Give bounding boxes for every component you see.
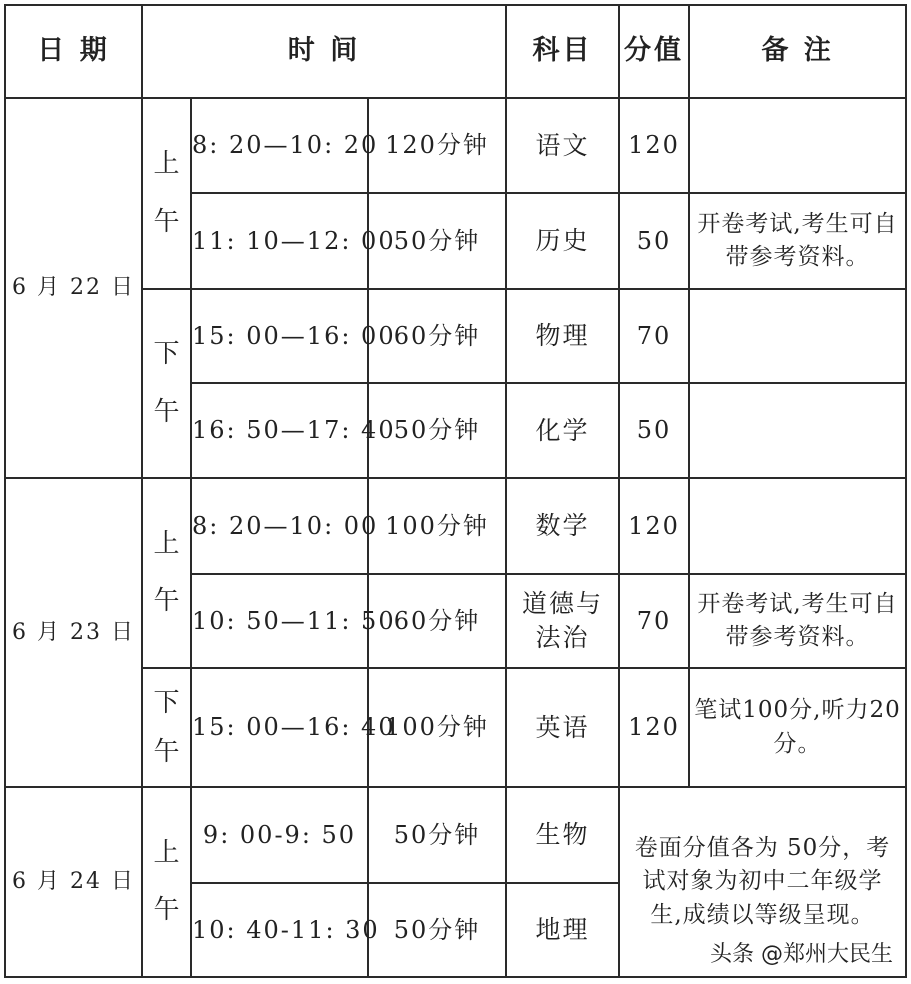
- time-cell: 11: 10—12: 00: [191, 193, 368, 289]
- period-cell: 上午: [142, 478, 191, 668]
- duration-cell: 120分钟: [368, 98, 506, 193]
- subject-cell: 英语: [506, 668, 619, 787]
- header-time: 时 间: [142, 5, 506, 98]
- subject-cell: 化学: [506, 383, 619, 478]
- remark-cell: [689, 383, 906, 478]
- header-row: [5, 5, 906, 98]
- duration-cell: 60分钟: [368, 289, 506, 383]
- score-cell: 120: [619, 478, 689, 574]
- subject-cell: 历史: [506, 193, 619, 289]
- time-cell: 10: 40-11: 30: [191, 883, 368, 977]
- remark-cell: 开卷考试,考生可自带参考资料。: [689, 193, 906, 289]
- duration-cell: 50分钟: [368, 383, 506, 478]
- remark-cell: [689, 98, 906, 193]
- score-cell: 70: [619, 289, 689, 383]
- remark-cell: [689, 289, 906, 383]
- score-cell: 50: [619, 383, 689, 478]
- period-cell: 下午: [142, 668, 191, 787]
- source-watermark: 头条 @郑州大民生: [706, 935, 897, 970]
- remark-cell: 笔试100分,听力20分。: [689, 668, 906, 787]
- time-cell: 15: 00—16: 00: [191, 289, 368, 383]
- exam-schedule-table: [4, 4, 907, 978]
- period-cell: 上午: [142, 98, 191, 289]
- table-row: [5, 98, 906, 193]
- table-row: [5, 478, 906, 574]
- duration-cell: 100分钟: [368, 478, 506, 574]
- subject-cell: 数学: [506, 478, 619, 574]
- score-cell: 120: [619, 668, 689, 787]
- remark-cell: 开卷考试,考生可自带参考资料。: [689, 574, 906, 668]
- header-date: 日 期: [5, 5, 142, 98]
- score-cell: 120: [619, 98, 689, 193]
- subject-cell: 物理: [506, 289, 619, 383]
- time-cell: 10: 50—11: 50: [191, 574, 368, 668]
- duration-cell: 60分钟: [368, 574, 506, 668]
- header-subject: 科目: [506, 5, 619, 98]
- time-cell: 16: 50—17: 40: [191, 383, 368, 478]
- duration-cell: 50分钟: [368, 787, 506, 883]
- header-score: 分值: [619, 5, 689, 98]
- subject-cell: 生物: [506, 787, 619, 883]
- subject-cell: 地理: [506, 883, 619, 977]
- date-cell: 6 月 24 日: [5, 787, 142, 977]
- shared-remark-cell: 卷面分值各为 50分，考试对象为初中二年级学生,成绩以等级呈现。: [619, 787, 906, 977]
- date-cell: 6 月 23 日: [5, 478, 142, 787]
- subject-cell: 道德与法治: [506, 574, 619, 668]
- date-cell: 6 月 22 日: [5, 98, 142, 478]
- duration-cell: 100分钟: [368, 668, 506, 787]
- table-row: [5, 787, 906, 883]
- remark-cell: [689, 478, 906, 574]
- time-cell: 8: 20—10: 20: [191, 98, 368, 193]
- time-cell: 9: 00-9: 50: [191, 787, 368, 883]
- header-remark: 备 注: [689, 5, 906, 98]
- time-cell: 8: 20—10: 00: [191, 478, 368, 574]
- duration-cell: 50分钟: [368, 883, 506, 977]
- duration-cell: 50分钟: [368, 193, 506, 289]
- period-cell: 上午: [142, 787, 191, 977]
- score-cell: 50: [619, 193, 689, 289]
- time-cell: 15: 00—16: 40: [191, 668, 368, 787]
- period-cell: 下午: [142, 289, 191, 478]
- score-cell: 70: [619, 574, 689, 668]
- subject-cell: 语文: [506, 98, 619, 193]
